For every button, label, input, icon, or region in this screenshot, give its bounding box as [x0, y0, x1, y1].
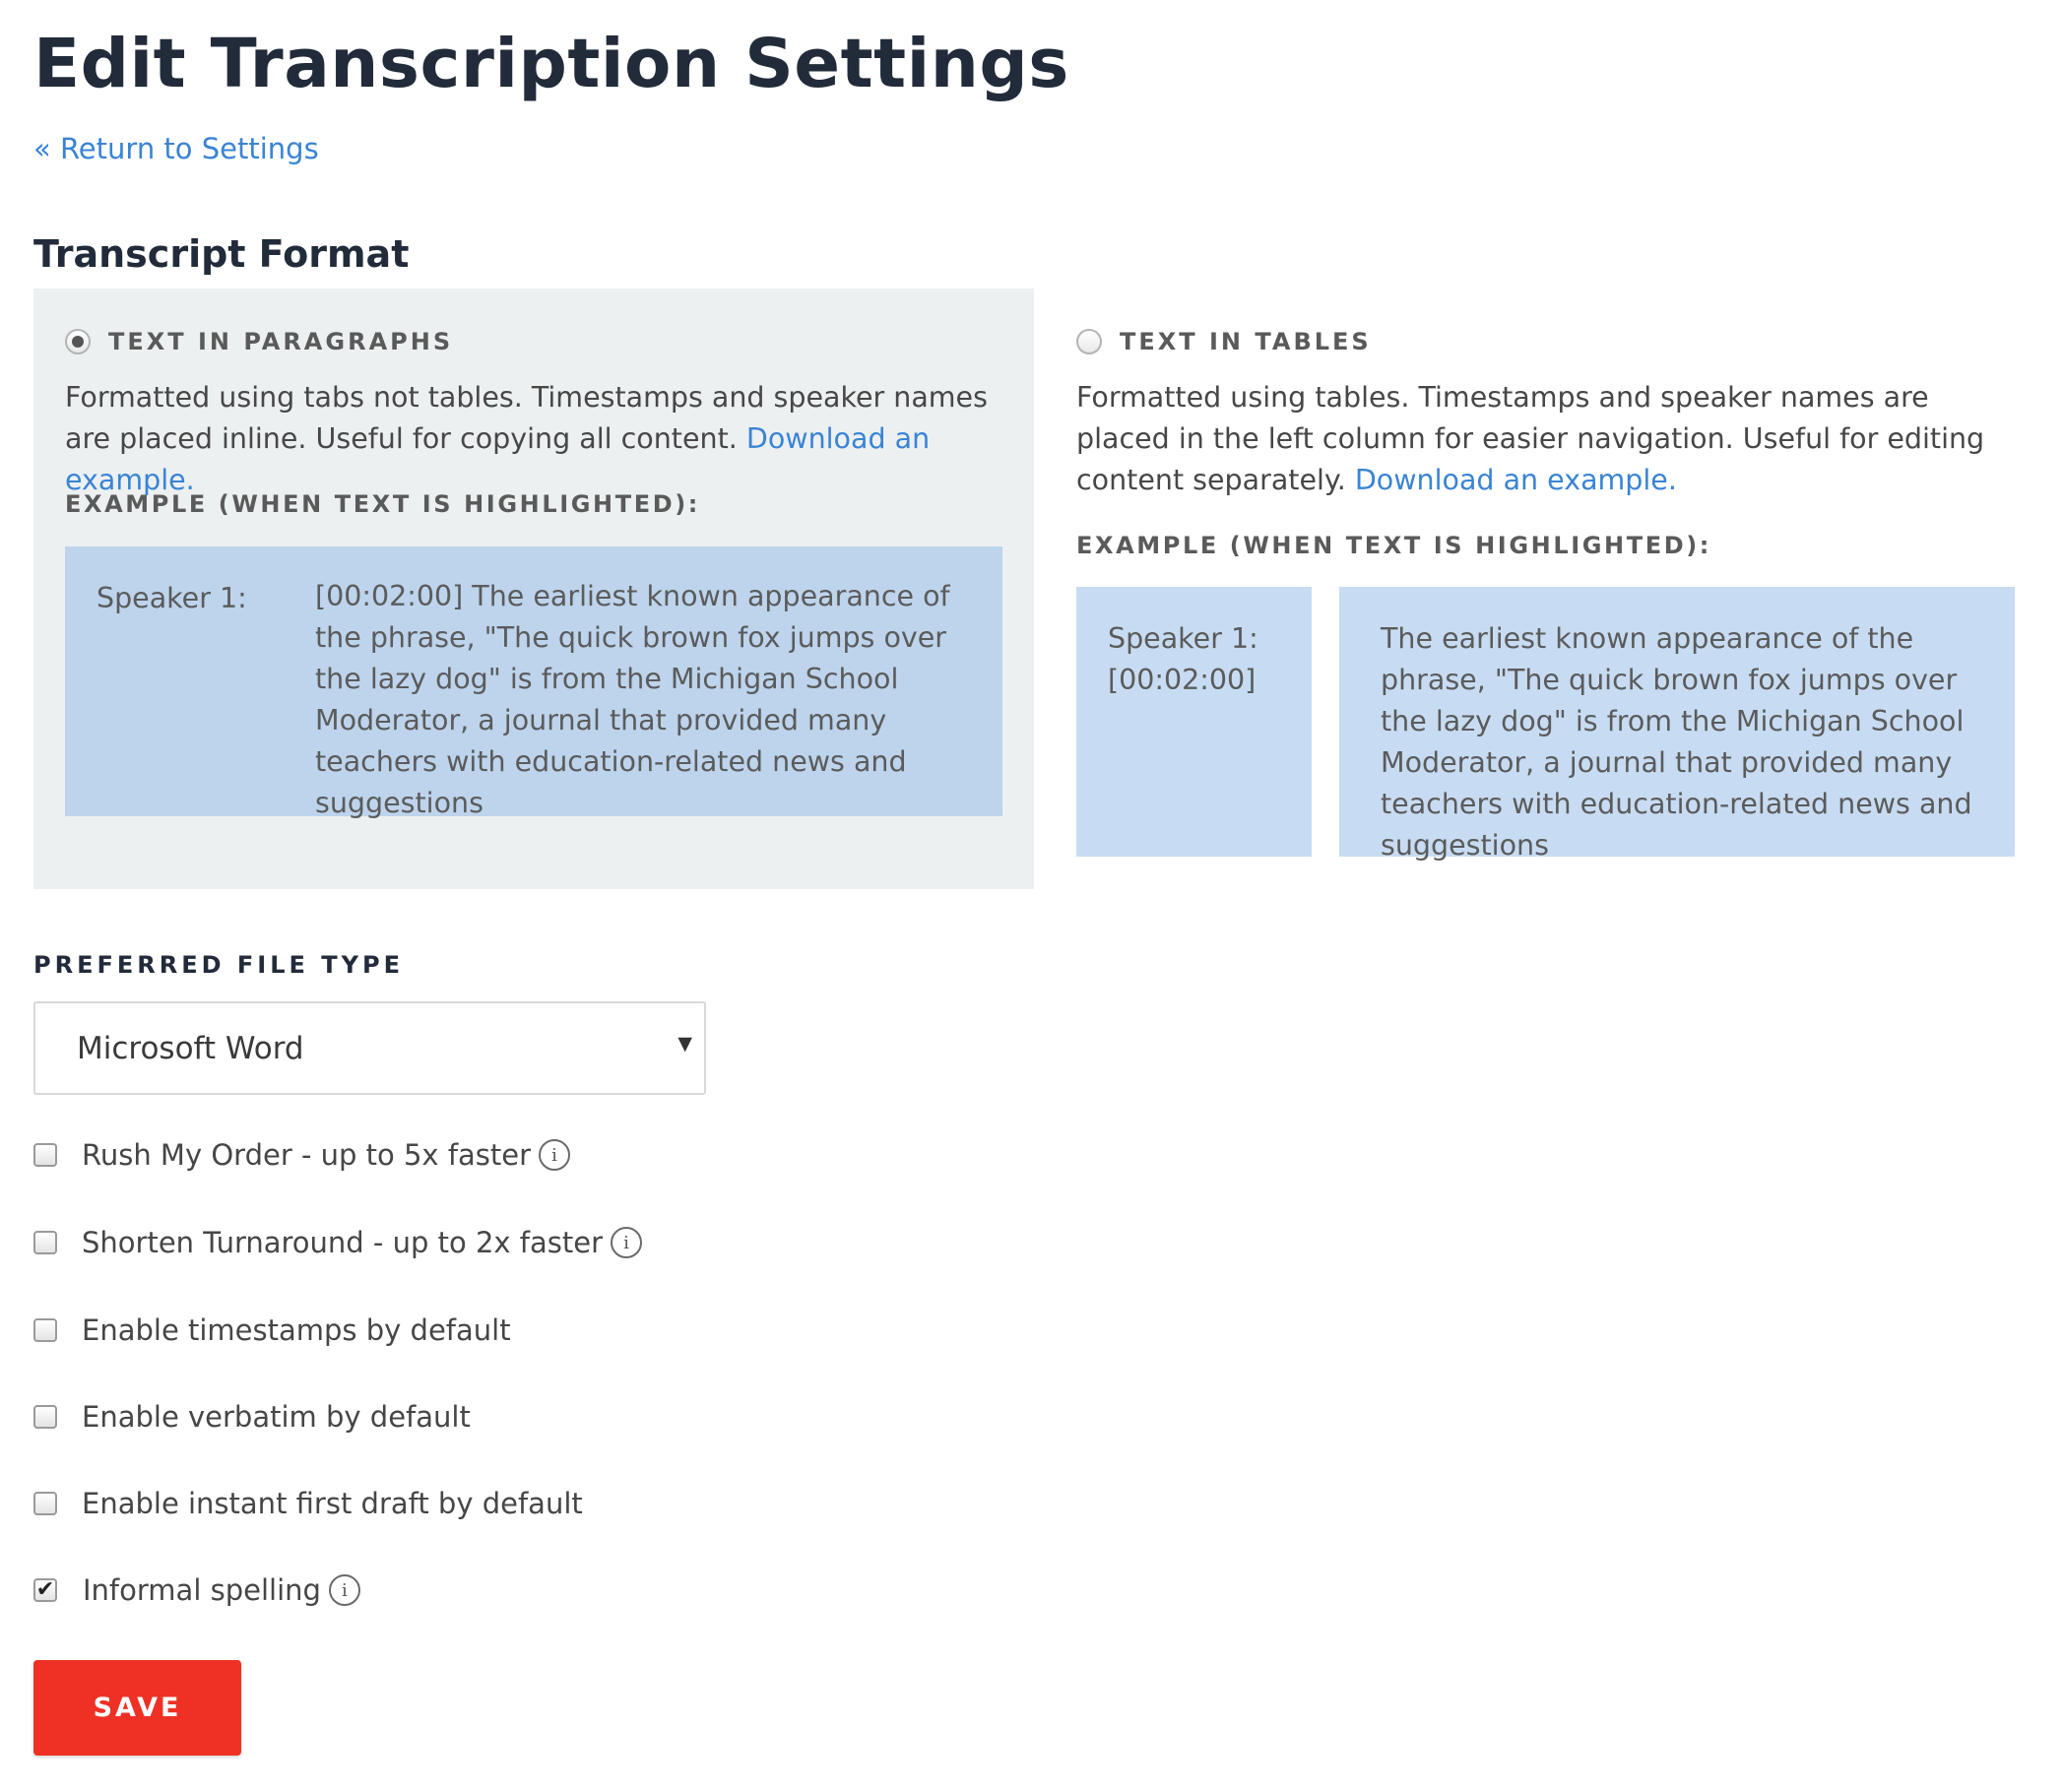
enable-instant-first-draft-checkbox[interactable] — [33, 1492, 57, 1515]
radio-button-icon[interactable] — [1076, 329, 1102, 354]
file-type-select[interactable] — [33, 1001, 706, 1095]
shorten-turnaround-option[interactable] — [33, 1223, 642, 1262]
download-example-link[interactable]: Download an example. — [1354, 464, 1677, 496]
caret-down-icon: ▼ — [677, 1033, 692, 1055]
enable-instant-first-draft-option[interactable] — [33, 1484, 583, 1523]
radio-selected-dot — [72, 336, 84, 348]
format-option-paragraphs[interactable] — [33, 288, 1034, 889]
example-text: The earliest known appearance of the phrase, "The quick brown fox jumps over the lazy dog" is from the Michigan School Moderator, a journal that provided many teachers with education-related news and suggestions — [1381, 622, 1972, 862]
info-icon[interactable]: i — [329, 1574, 360, 1606]
preferred-file-type-label: PREFERRED FILE TYPE — [33, 951, 404, 979]
enable-timestamps-checkbox[interactable] — [33, 1318, 57, 1342]
format-option-tables-header[interactable] — [1076, 322, 1372, 361]
format-description-text: Formatted using tables. Timestamps and speaker names are placed in the left column for easier navigation. Useful for editing content separately. — [1076, 381, 1985, 496]
rush-order-option[interactable] — [33, 1135, 570, 1175]
info-icon[interactable]: i — [611, 1227, 642, 1258]
example-label: EXAMPLE (WHEN TEXT IS HIGHLIGHTED): — [65, 490, 700, 518]
enable-verbatim-label: Enable verbatim by default — [82, 1400, 471, 1434]
example-speaker: Speaker 1: — [97, 582, 247, 614]
radio-button-icon[interactable] — [65, 329, 91, 354]
example-text: [00:02:00] The earliest known appearance of the phrase, "The quick brown fox jumps over the lazy dog" is from the Michigan School Moderator, a journal that provided many teachers with education-related news and suggestions — [315, 580, 950, 819]
enable-instant-first-draft-label: Enable instant first draft by default — [82, 1487, 583, 1520]
page-title: Edit Transcription Settings — [33, 25, 1069, 103]
enable-timestamps-label: Enable timestamps by default — [82, 1313, 511, 1347]
enable-verbatim-option[interactable] — [33, 1397, 471, 1437]
example-label: EXAMPLE (WHEN TEXT IS HIGHLIGHTED): — [1076, 532, 1711, 559]
example-table-left-cell — [1076, 587, 1312, 857]
info-icon[interactable]: i — [539, 1139, 570, 1171]
enable-verbatim-checkbox[interactable] — [33, 1405, 57, 1429]
format-option-label: TEXT IN PARAGRAPHS — [108, 328, 454, 355]
enable-timestamps-option[interactable] — [33, 1311, 511, 1350]
file-type-selected-value: Microsoft Word — [77, 1031, 304, 1066]
format-option-label: TEXT IN TABLES — [1120, 328, 1372, 355]
example-highlight-box — [65, 546, 1002, 819]
format-option-tables[interactable] — [1044, 288, 2038, 889]
return-to-settings-link[interactable]: « Return to Settings — [33, 132, 319, 165]
format-option-paragraphs-header[interactable] — [65, 322, 453, 361]
rush-order-label: Rush My Order - up to 5x faster — [82, 1138, 532, 1172]
informal-spelling-label: Informal spelling — [83, 1573, 321, 1607]
shorten-turnaround-label: Shorten Turnaround - up to 2x faster — [82, 1226, 604, 1259]
example-table-right-cell — [1339, 587, 2015, 862]
transcript-format-heading: Transcript Format — [33, 232, 410, 276]
download-example-link[interactable]: Download an example. — [65, 422, 931, 496]
checkmark-icon: ✔ — [35, 1577, 55, 1602]
format-option-description — [65, 377, 991, 501]
format-option-description — [1076, 377, 2012, 501]
example-speaker: Speaker 1: [00:02:00] — [1108, 622, 1258, 696]
format-description-text: Formatted using tabs not tables. Timestamps and speaker names are placed inline. Useful for copying all content. — [65, 381, 988, 455]
informal-spelling-checkbox[interactable] — [33, 1578, 57, 1602]
save-button[interactable]: SAVE — [33, 1660, 241, 1756]
informal-spelling-option[interactable] — [33, 1570, 360, 1610]
rush-order-checkbox[interactable] — [33, 1143, 57, 1167]
shorten-turnaround-checkbox[interactable] — [33, 1231, 57, 1254]
